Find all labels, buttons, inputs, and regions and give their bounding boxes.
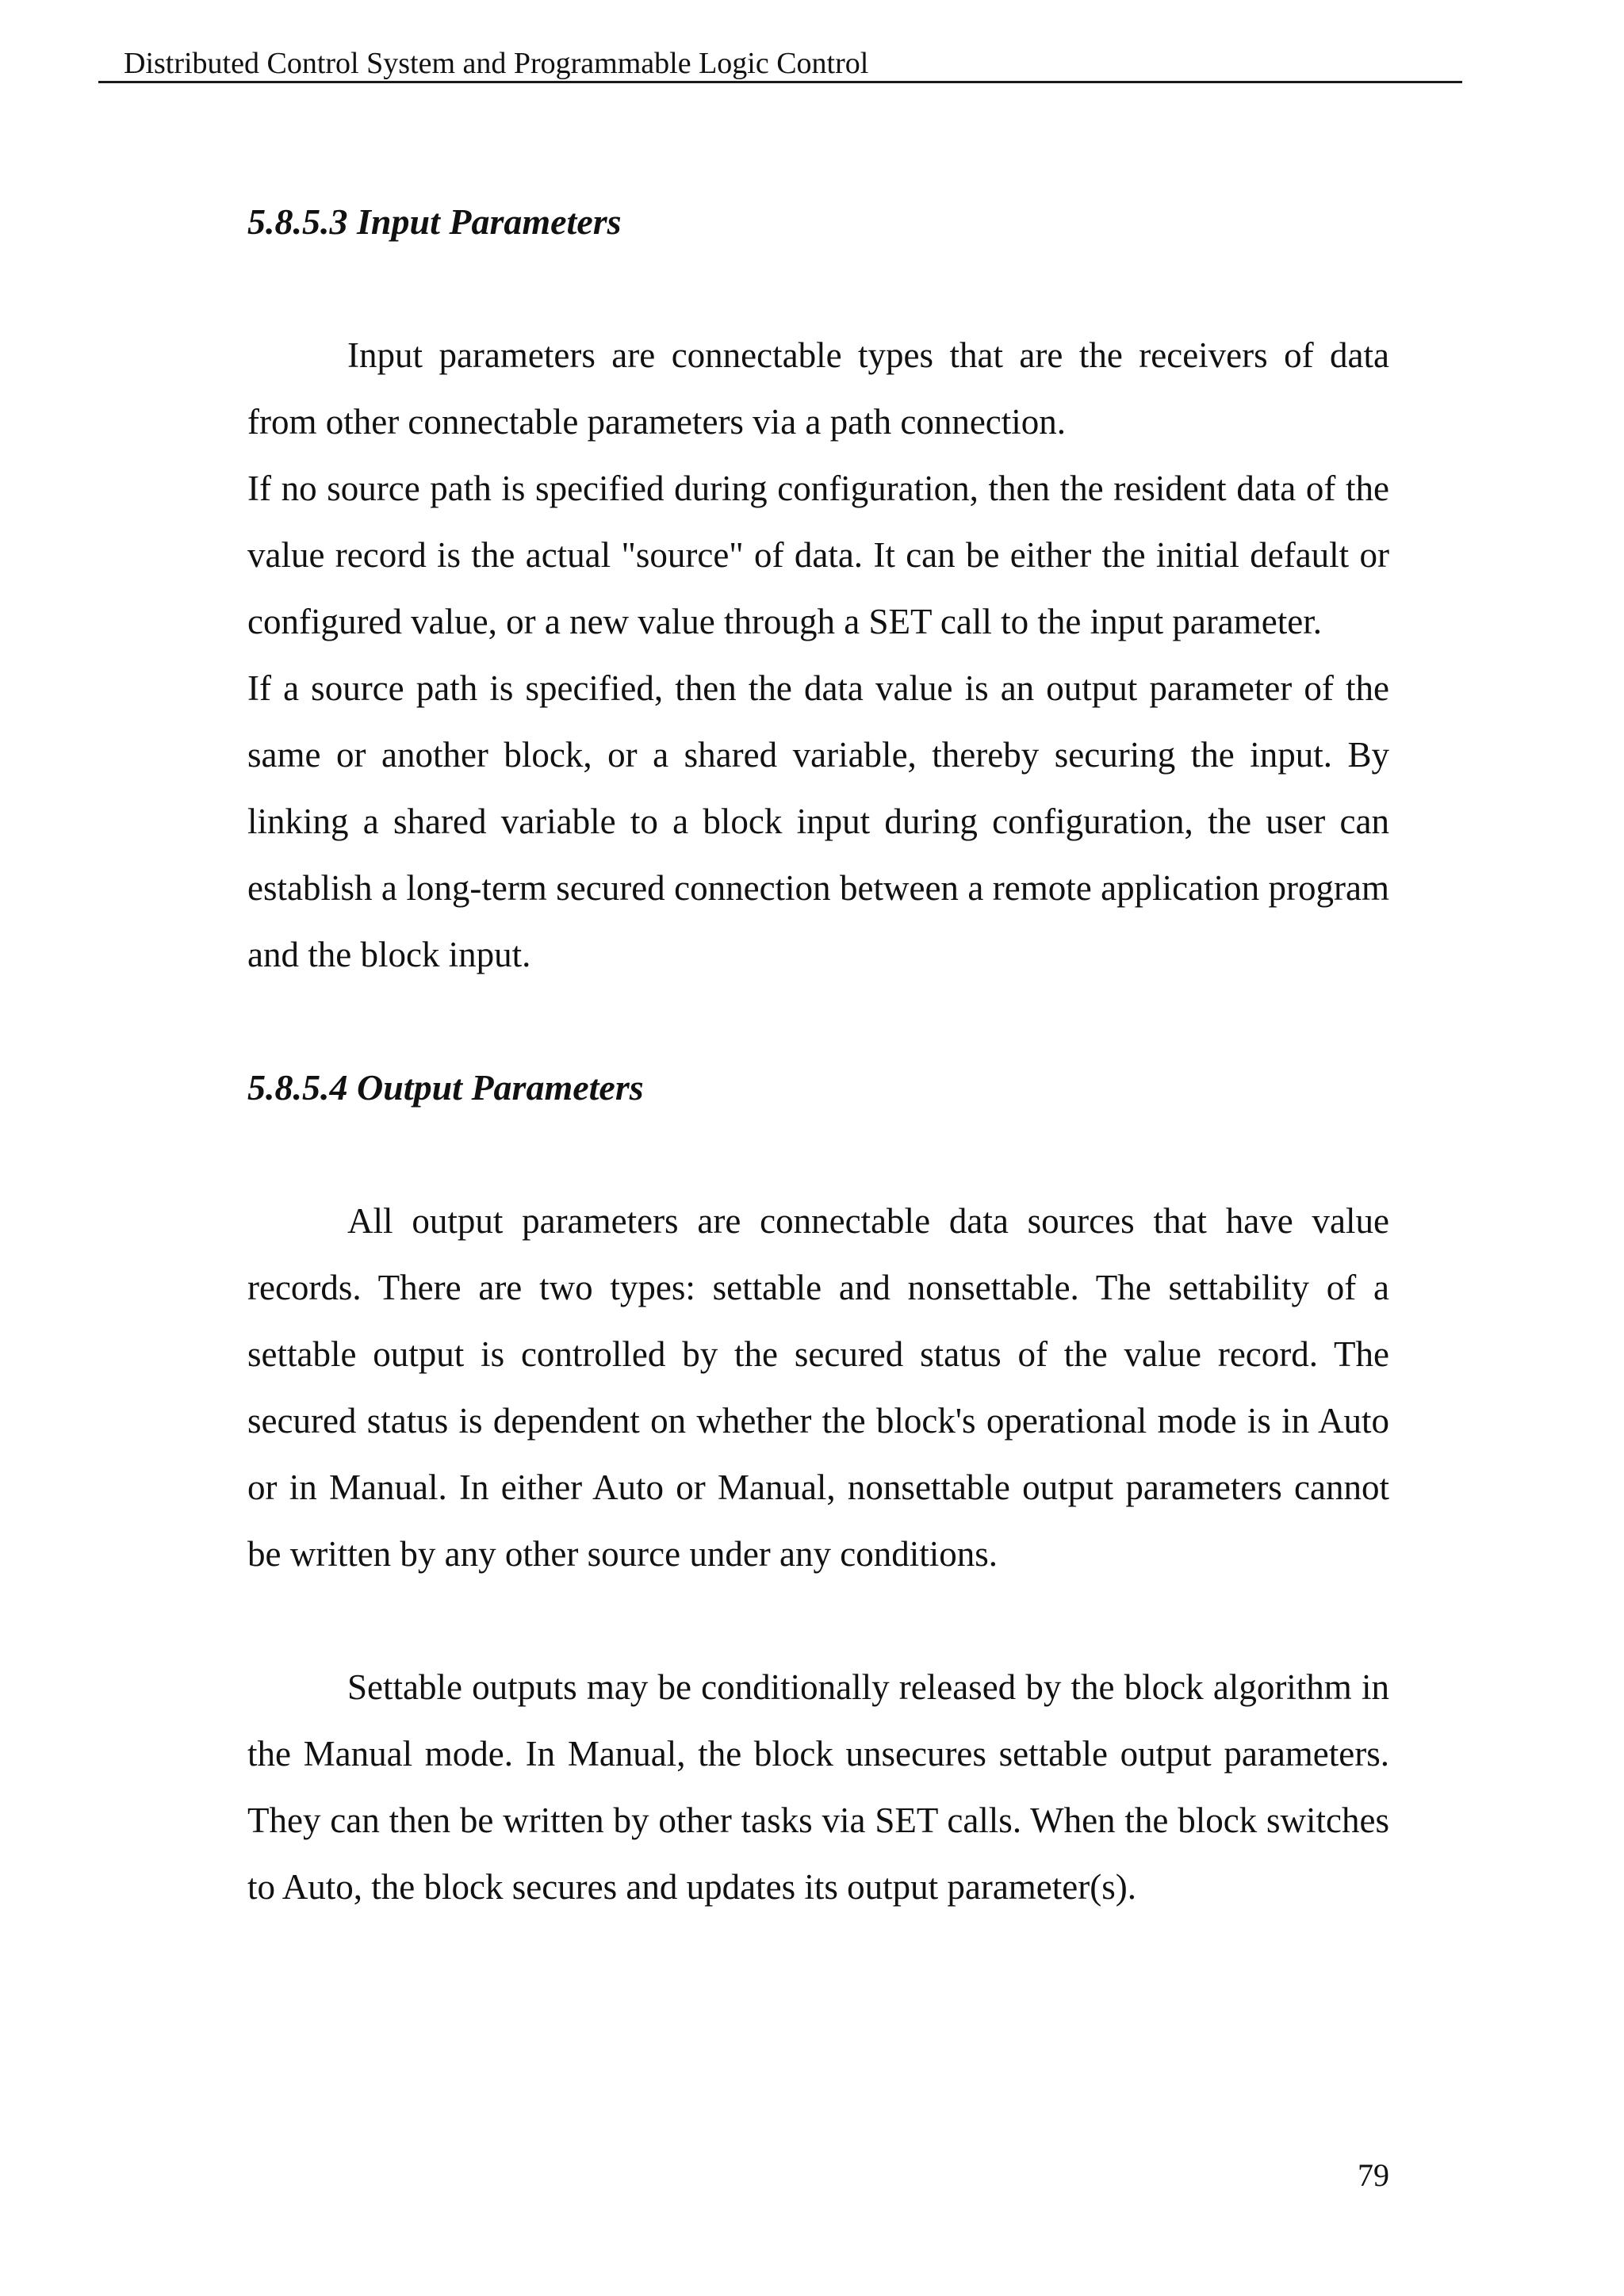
page-number: 79 bbox=[1358, 2157, 1389, 2193]
page-body bbox=[247, 189, 1389, 1920]
running-header-title: Distributed Control System and Programmable Logic Control bbox=[124, 47, 869, 80]
paragraph: If no source path is specified during configuration, then the resident data of the value record is the actual "source" of data. It can be either the initial default or configured value, or a new value through a SET call to the input parameter. bbox=[247, 469, 1389, 641]
running-header bbox=[98, 44, 1462, 83]
section-heading-input-parameters: 5.8.5.3 Input Parameters bbox=[247, 201, 622, 242]
paragraph: All output parameters are connectable data sources that have value records. There are two types: settable and nonsettable. The settability of a settable output is controlled by the secured status of the value record. The secured status is dependent on whether the block's operational mode is in Auto or in Manual. In either Auto or Manual, nonsettable output parameters cannot be written by any other source under any conditions. bbox=[247, 1201, 1389, 1574]
paragraph: Settable outputs may be conditionally released by the block algorithm in the Manual mode. In Manual, the block unsecures settable output parameters. They can then be written by other tasks via SET calls. When the block switches to Auto, the block secures and updates its output parameter(s). bbox=[247, 1667, 1389, 1907]
paragraph: Input parameters are connectable types that are the receivers of data from other connectable parameters via a path connection. bbox=[247, 335, 1389, 442]
paragraph: If a source path is specified, then the data value is an output parameter of the same or another block, or a shared variable, thereby securing the input. By linking a shared variable to a block input during configuration, the user can establish a long-term secured connection between a remote application program and the block input. bbox=[247, 668, 1389, 974]
section-heading-output-parameters: 5.8.5.4 Output Parameters bbox=[247, 1067, 644, 1108]
